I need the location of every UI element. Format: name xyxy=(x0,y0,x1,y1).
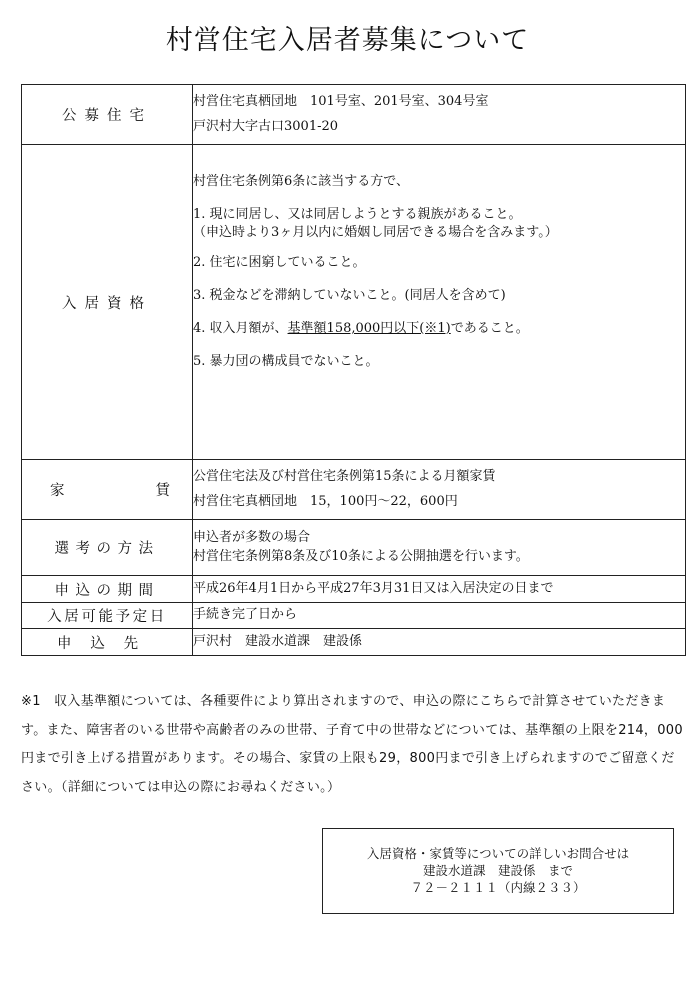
qualification-item-2: 2. 住宅に困窮していること。 xyxy=(193,254,366,270)
contact-line-2: 建設水道課 建設係 まで xyxy=(422,863,573,878)
value-destination: 戸沢村 建設水道課 建設係 xyxy=(193,629,686,656)
qualification-intro: 村営住宅条例第6条に該当する方で、 xyxy=(193,174,410,189)
value-qualification xyxy=(193,145,686,460)
table-row-qualification xyxy=(22,145,686,460)
info-table xyxy=(21,84,686,656)
value-rent xyxy=(193,460,686,520)
qualification-item-1: 1. 現に同居し、又は同居しようとする親族があること。 xyxy=(193,207,522,223)
qualification-item-4-post: であること。 xyxy=(450,320,529,336)
value-period: 平成26年4月1日から平成27年3月31日又は入居決定の日まで xyxy=(193,576,686,603)
table-row-rent xyxy=(22,460,686,520)
label-rent xyxy=(22,460,193,520)
qualification-item-3: 3. 税金などを滞納していないこと。(同居人を含めて) xyxy=(193,287,506,303)
label-selection: 選考の方法 xyxy=(22,520,193,576)
page-title: 村営住宅入居者募集について xyxy=(165,25,530,56)
qualification-item-4-threshold: 基準額158,000円以下(※1) xyxy=(287,320,451,336)
value-housing xyxy=(193,85,686,145)
table-row-housing xyxy=(22,85,686,145)
label-qualification: 入居資格 xyxy=(22,145,193,460)
rent-line-1: 公営住宅法及び村営住宅条例第15条による月額家賃 xyxy=(193,469,496,485)
table-row-period xyxy=(22,576,686,603)
housing-line-1: 村営住宅真栖団地 101号室、201号室、304号室 xyxy=(193,94,489,110)
label-housing: 公募住宅 xyxy=(22,85,193,145)
value-move-in: 手続き完了日から xyxy=(193,603,686,629)
footnote: ※1 収入基準額については、各種要件により算出されますので、申込の際にこちらで計算させていただきます。また、障害者のいる世帯や高齢者のみの世帯、子育て中の世帯などについては、基準額の上限を214，000円まで引き上げる措置があります。その場合、家賃の上限も29，800円まで引き上げられますのでご留意ください。（詳細については申込の際にお尋ねください。） xyxy=(21,694,683,795)
label-move-in: 入居可能予定日 xyxy=(22,603,193,629)
label-destination: 申込先 xyxy=(22,629,193,656)
label-rent-text xyxy=(22,479,192,500)
selection-line-1: 申込者が多数の場合 xyxy=(193,530,311,546)
label-period: 申込の期間 xyxy=(22,576,193,603)
housing-line-2: 戸沢村大字古口3001-20 xyxy=(193,118,339,134)
contact-box xyxy=(322,828,674,914)
qualification-item-4-pre: 4. 収入月額が、 xyxy=(193,320,288,336)
qualification-item-1-note: （申込時より3ヶ月以内に婚姻し同居できる場合を含みます。） xyxy=(193,225,558,241)
table-row-destination xyxy=(22,629,686,656)
contact-phone: ７２－２１１１（内線２３３） xyxy=(410,880,586,895)
label-rent-char-2: 賃 xyxy=(155,483,170,499)
table-row-move-in xyxy=(22,603,686,629)
label-rent-char-1: 家 xyxy=(50,483,65,499)
selection-line-2: 村営住宅条例第8条及び10条による公開抽選を行います。 xyxy=(193,548,529,564)
table-row-selection xyxy=(22,520,686,576)
qualification-item-5: 5. 暴力団の構成員でないこと。 xyxy=(193,354,379,370)
qualification-item-4 xyxy=(193,320,685,338)
contact-line-1: 入居資格・家賃等についての詳しいお問合せは xyxy=(366,846,630,861)
value-selection xyxy=(193,520,686,576)
rent-line-2: 村営住宅真栖団地 15，100円～22，600円 xyxy=(193,493,458,509)
